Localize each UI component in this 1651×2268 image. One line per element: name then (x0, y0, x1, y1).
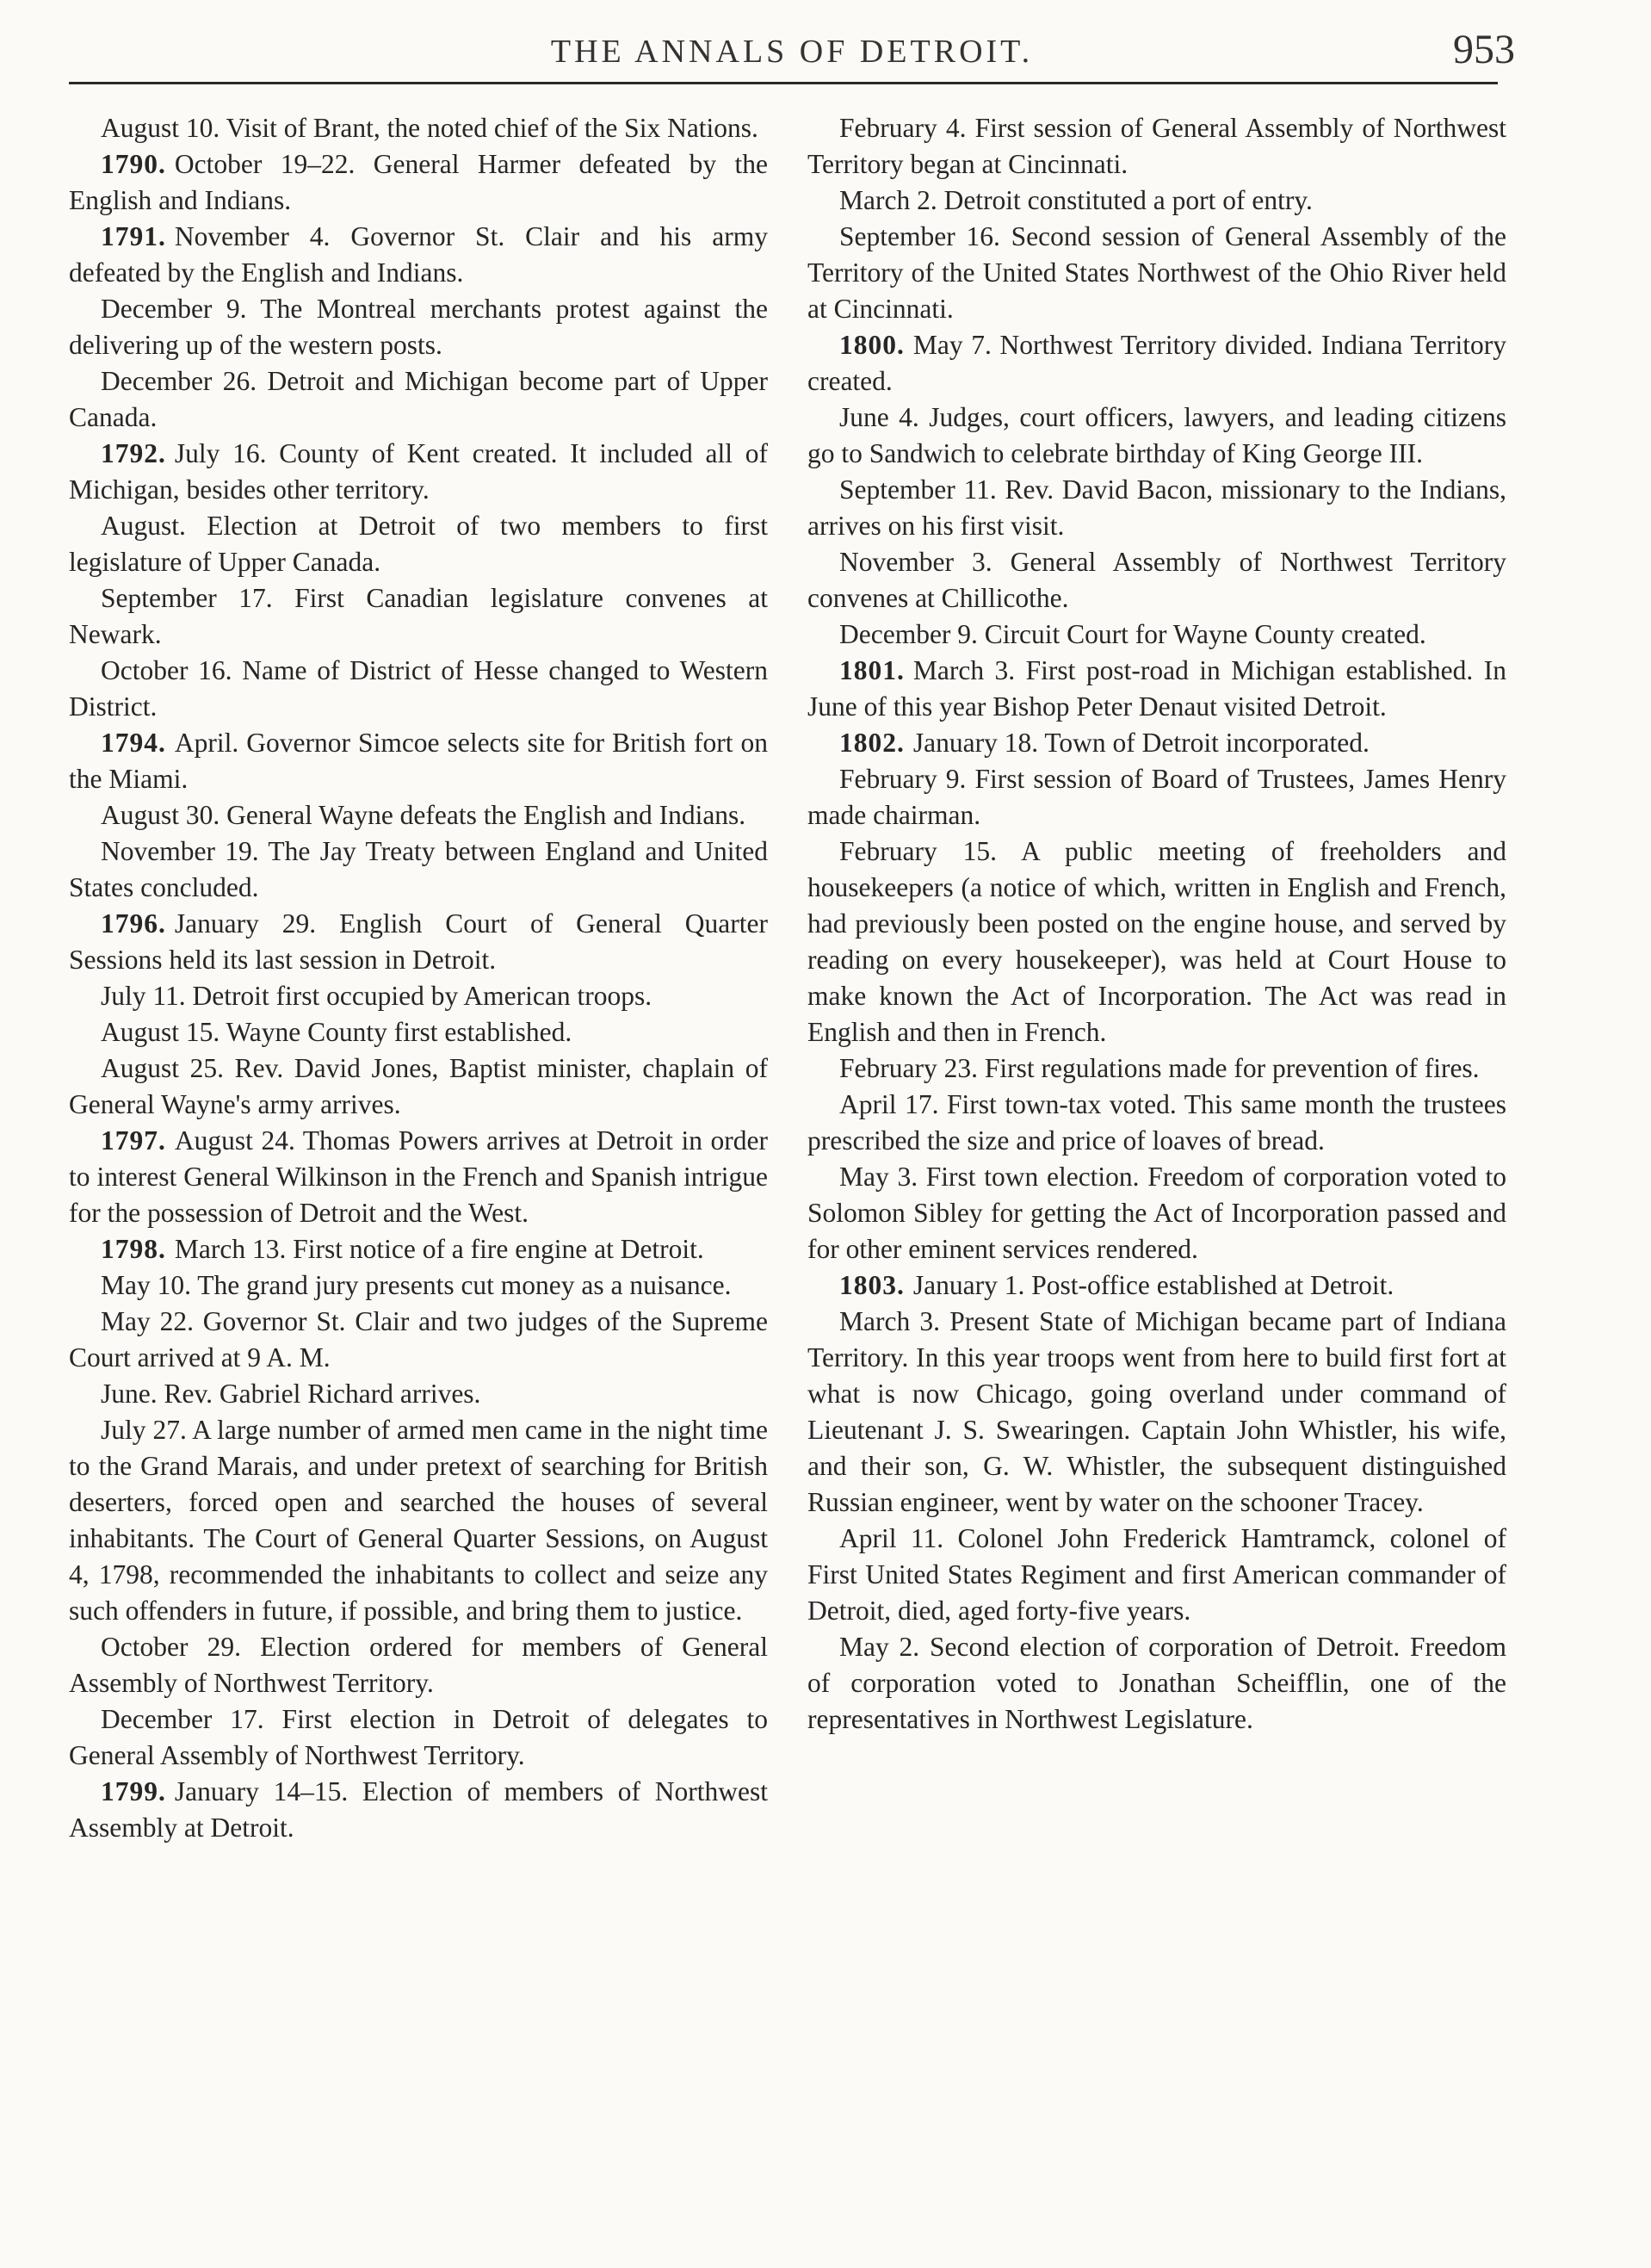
entry-year: 1794. (101, 728, 166, 758)
page-header (69, 27, 1515, 86)
annal-entry (69, 1231, 768, 1267)
entry-text: May 10. The grand jury presents cut money as a nuisance. (101, 1270, 732, 1300)
annal-entry (807, 327, 1506, 400)
annal-entry (807, 617, 1506, 653)
annal-entry (807, 1629, 1506, 1738)
annal-entry (807, 400, 1506, 472)
entry-text: October 16. Name of District of Hesse changed to Western District. (69, 655, 768, 722)
entry-year: 1797. (101, 1125, 166, 1156)
entry-text: December 9. The Montreal merchants protest against the delivering up of the western posts. (69, 294, 768, 360)
annal-entry (69, 146, 768, 219)
annal-entry (69, 1123, 768, 1231)
entry-year: 1798. (101, 1234, 166, 1264)
annal-entry (69, 580, 768, 653)
left-column (69, 110, 768, 1846)
entry-year: 1802. (839, 728, 905, 758)
annal-entry (69, 363, 768, 436)
page-number: 953 (1453, 27, 1515, 72)
entry-text: August 15. Wayne County first established. (101, 1017, 572, 1047)
annal-entry (69, 653, 768, 725)
entry-year: 1803. (839, 1270, 905, 1300)
entry-text: August 25. Rev. David Jones, Baptist minister, chaplain of General Wayne's army arrives. (69, 1053, 768, 1119)
annal-entry (69, 1701, 768, 1774)
annal-entry (69, 219, 768, 291)
entry-text: February 15. A public meeting of freeholders and housekeepers (a notice of which, written in English and French, had previously been posted on the engine house, and served by reading on every housekeeper), was held at Court House to make known the Act of Incorporation. The Act was read in English and then in French. (807, 836, 1506, 1047)
annal-entry (69, 508, 768, 580)
annal-entry (807, 1267, 1506, 1304)
annal-entry (69, 725, 768, 797)
entry-year: 1800. (839, 330, 905, 360)
entry-text: May 7. Northwest Territory divided. Indiana Territory created. (807, 330, 1506, 396)
entry-text: September 17. First Canadian legislature convenes at Newark. (69, 583, 768, 649)
entry-text: June 4. Judges, court officers, lawyers, and leading citizens go to Sandwich to celebrate birthday of King George III. (807, 402, 1506, 468)
entry-text: September 16. Second session of General Assembly of the Territory of the United States Northwest of the Ohio River held at Cincinnati. (807, 221, 1506, 324)
entry-text: July 11. Detroit first occupied by American troops. (101, 981, 652, 1011)
entry-text: March 3. Present State of Michigan became part of Indiana Territory. In this year troops went from here to build first fort at what is now Chicago, going overland under command of Lieutenant J. S. Swearingen. Captain John Whistler, his wife, and their son, G. W. Whistler, the subsequent distinguished Russian engineer, went by water on the schooner Tracey. (807, 1306, 1506, 1517)
entry-text: December 9. Circuit Court for Wayne County created. (839, 619, 1426, 649)
annal-entry (807, 110, 1506, 183)
header-rule (69, 82, 1498, 84)
entry-text: July 16. County of Kent created. It included all of Michigan, besides other territory. (69, 438, 768, 505)
entry-text: June. Rev. Gabriel Richard arrives. (101, 1379, 481, 1409)
annal-entry (69, 978, 768, 1014)
entry-text: February 4. First session of General Assembly of Northwest Territory began at Cincinnati. (807, 113, 1506, 179)
annal-entry (69, 906, 768, 978)
entry-year: 1799. (101, 1776, 166, 1806)
annal-entry (807, 1050, 1506, 1087)
entry-text: December 26. Detroit and Michigan become part of Upper Canada. (69, 366, 768, 432)
running-title: THE ANNALS OF DETROIT. (550, 34, 1034, 70)
entry-text: November 19. The Jay Treaty between England and United States concluded. (69, 836, 768, 902)
entry-text: April. Governor Simcoe selects site for British fort on the Miami. (69, 728, 768, 794)
annal-entry (807, 183, 1506, 219)
annal-entry (69, 797, 768, 833)
annal-entry (807, 761, 1506, 833)
entry-text: November 4. Governor St. Clair and his army defeated by the English and Indians. (69, 221, 768, 288)
entry-text: January 1. Post-office established at Detroit. (912, 1270, 1394, 1300)
annal-entry (69, 291, 768, 363)
entry-text: August 10. Visit of Brant, the noted chief of the Six Nations. (101, 113, 758, 143)
annal-entry (807, 725, 1506, 761)
annal-entry (807, 472, 1506, 544)
entry-text: December 17. First election in Detroit of delegates to General Assembly of Northwest Territory. (69, 1704, 768, 1770)
annal-entry (807, 1159, 1506, 1267)
entry-text: August 30. General Wayne defeats the English and Indians. (101, 800, 746, 830)
entry-text: July 27. A large number of armed men came in the night time to the Grand Marais, and under pretext of searching for British deserters, forced open and searched the houses of several inhabitants. The Court of General Quarter Sessions, on August 4, 1798, recommended the inhabitants to collect and seize any such offenders in future, if possible, and bring them to justice. (69, 1415, 768, 1626)
annal-entry (807, 1304, 1506, 1521)
entry-text: August. Election at Detroit of two members to first legislature of Upper Canada. (69, 511, 768, 577)
entry-text: January 14–15. Election of members of Northwest Assembly at Detroit. (69, 1776, 768, 1843)
annal-entry (807, 544, 1506, 617)
annal-entry (69, 1774, 768, 1846)
entry-text: September 11. Rev. David Bacon, missionary to the Indians, arrives on his first visit. (807, 474, 1506, 541)
annal-entry (807, 833, 1506, 1050)
entry-text: March 3. First post-road in Michigan established. In June of this year Bishop Peter Denaut visited Detroit. (807, 655, 1506, 722)
entry-year: 1791. (101, 221, 166, 251)
entry-year: 1792. (101, 438, 166, 468)
annal-entry (69, 436, 768, 508)
entry-text: January 29. English Court of General Quarter Sessions held its last session in Detroit. (69, 908, 768, 975)
right-column (807, 110, 1506, 1738)
entry-text: November 3. General Assembly of Northwest Territory convenes at Chillicothe. (807, 547, 1506, 613)
annal-entry (807, 1087, 1506, 1159)
annal-entry (69, 1267, 768, 1304)
annal-entry (807, 219, 1506, 327)
entry-text: January 18. Town of Detroit incorporated. (912, 728, 1370, 758)
entry-text: April 17. First town-tax voted. This same month the trustees prescribed the size and price of loaves of bread. (807, 1089, 1506, 1156)
entry-text: March 13. First notice of a fire engine at Detroit. (174, 1234, 704, 1264)
annal-entry (69, 1050, 768, 1123)
entry-year: 1796. (101, 908, 166, 939)
annal-entry (69, 110, 768, 146)
annal-entry (69, 833, 768, 906)
annal-entry (69, 1014, 768, 1050)
entry-text: March 2. Detroit constituted a port of entry. (839, 185, 1313, 215)
entry-text: August 24. Thomas Powers arrives at Detroit in order to interest General Wilkinson in the French and Spanish intrigue for the possession of Detroit and the West. (69, 1125, 768, 1228)
entry-text: February 23. First regulations made for prevention of fires. (839, 1053, 1480, 1083)
entry-year: 1790. (101, 149, 166, 179)
entry-text: October 29. Election ordered for members of General Assembly of Northwest Territory. (69, 1632, 768, 1698)
entry-text: May 2. Second election of corporation of Detroit. Freedom of corporation voted to Jonathan Scheifflin, one of the representatives in Northwest Legislature. (807, 1632, 1506, 1734)
annal-entry (69, 1304, 768, 1376)
annal-entry (69, 1629, 768, 1701)
annal-entry (807, 1521, 1506, 1629)
entry-text: April 11. Colonel John Frederick Hamtramck, colonel of First United States Regiment and first American commander of Detroit, died, aged forty-five years. (807, 1523, 1506, 1626)
entry-text: October 19–22. General Harmer defeated by the English and Indians. (69, 149, 768, 215)
entry-text: May 3. First town election. Freedom of corporation voted to Solomon Sibley for getting the Act of Incorporation passed and for other eminent services rendered. (807, 1162, 1506, 1264)
entry-text: February 9. First session of Board of Trustees, James Henry made chairman. (807, 764, 1506, 830)
annal-entry (69, 1412, 768, 1629)
annal-entry (807, 653, 1506, 725)
entry-text: May 22. Governor St. Clair and two judges of the Supreme Court arrived at 9 A. M. (69, 1306, 768, 1373)
entry-year: 1801. (839, 655, 905, 685)
annal-entry (69, 1376, 768, 1412)
